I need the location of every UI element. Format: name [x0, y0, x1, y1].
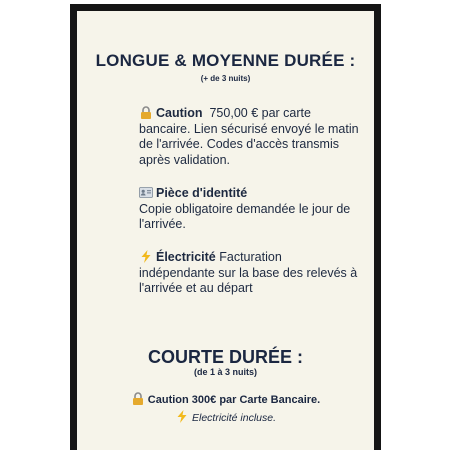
short-electricity-text: Electricité incluse. — [191, 412, 277, 424]
identity-label: Pièce d'identité — [156, 186, 248, 200]
identity-text: Copie obligatoire demandée le jour de l'arrivée. — [139, 201, 351, 231]
long-term-subtitle: (+ de 3 nuits) — [200, 74, 251, 83]
lightning-icon — [139, 250, 153, 263]
electricity-text: Facturation indépendante sur la base des relevés à l'arrivée et au départ — [139, 250, 358, 295]
long-term-title: LONGUE & MOYENNE DURÉE : — [95, 51, 356, 70]
lock-icon — [131, 392, 145, 405]
caution-block — [139, 106, 359, 168]
short-term-title: COURTE DURÉE : — [147, 347, 303, 367]
identity-block — [139, 186, 359, 233]
caution-text: 750,00 € par carte bancaire. Lien sécurisé envoyé le matin de l'arrivée. Codes d'accès transmis après validation. — [139, 106, 359, 167]
short-caution-text: Caution 300€ par Carte Bancaire. — [147, 394, 321, 406]
short-term-subtitle: (de 1 à 3 nuits) — [193, 367, 257, 377]
info-card — [77, 11, 374, 450]
caution-label: Caution — [156, 106, 203, 120]
id-card-icon — [139, 186, 153, 199]
lock-icon — [139, 106, 153, 119]
lightning-icon — [175, 410, 189, 423]
short-caution-line — [77, 392, 374, 406]
electricity-label: Électricité — [156, 250, 216, 264]
electricity-block — [139, 250, 359, 297]
short-electricity-line — [77, 410, 374, 424]
